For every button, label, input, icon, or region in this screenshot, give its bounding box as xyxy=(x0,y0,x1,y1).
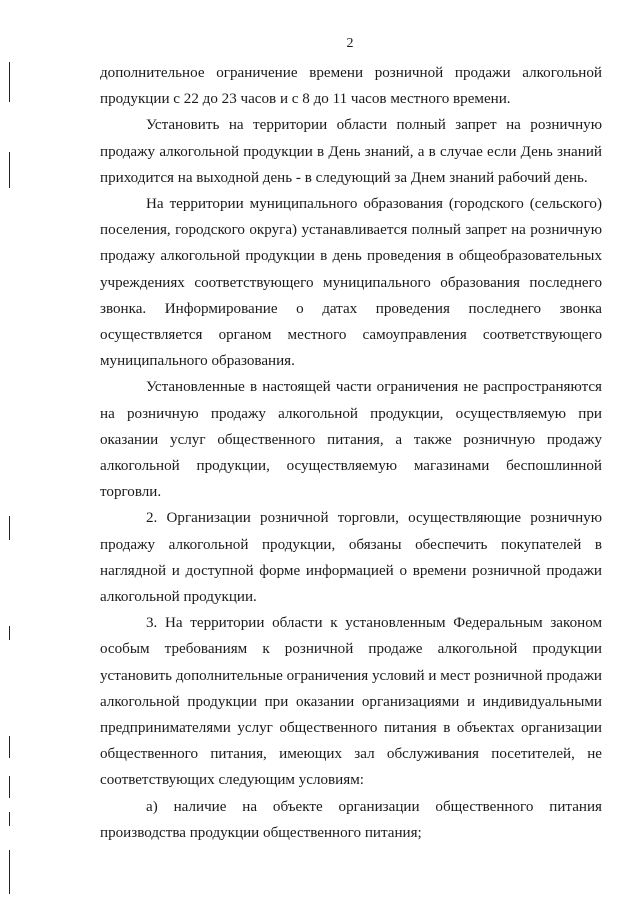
scan-mark xyxy=(9,850,10,894)
scan-mark xyxy=(9,812,10,826)
paragraph: 2. Организации розничной торговли, осуществляющие розничную продажу алкогольной продукции, обязаны обеспечить покупателей в наглядной и доступной форме информацией о времени розничной продажи алкогольной продукции. xyxy=(100,510,602,606)
scan-mark xyxy=(9,152,10,188)
body-text xyxy=(100,60,602,846)
paragraph: На территории муниципального образования (городского (сельского) поселения, городского округа) устанавливается полный запрет на розничную продажу алкогольной продукции в день проведения в общеобразовательных учреждениях соответствующего муниципального образования последнего звонка. Информирование о датах проведения последнего звонка осуществляется органом местного самоуправления соответствующего муниципального образования. xyxy=(100,196,602,370)
scan-mark xyxy=(9,516,10,540)
paragraph: а) наличие на объекте организации общественного питания производства продукции общественного питания; xyxy=(100,798,602,841)
paragraph: дополнительное ограничение времени розничной продажи алкогольной продукции с 22 до 23 часов и с 8 до 11 часов местного времени. xyxy=(100,65,602,108)
page-number: 2 xyxy=(346,36,354,51)
paragraph: Установить на территории области полный запрет на розничную продажу алкогольной продукции в День знаний, а в случае если День знаний приходится на выходной день - в следующий за Днем знаний рабочий день. xyxy=(100,117,602,186)
scan-mark xyxy=(9,776,10,798)
scan-mark xyxy=(9,626,10,640)
scan-mark xyxy=(9,62,10,102)
paragraph: Установленные в настоящей части ограничения не распространяются на розничную продажу алкогольной продукции, осуществляемую при оказании услуг общественного питания, а также розничную продажу алкогольной продукции, осуществляемую магазинами беспошлинной торговли. xyxy=(100,379,602,501)
scan-mark xyxy=(9,736,10,758)
paragraph: 3. На территории области к установленным Федеральным законом особым требованиям к розничной продаже алкогольной продукции установить дополнительные ограничения условий и мест розничной продажи алкогольной продукции при оказании организациями и индивидуальными предпринимателями услуг общественного питания в объектах организации общественного питания, имеющих зал обслуживания посетителей, не соответствующих следующим условиям: xyxy=(100,615,602,789)
